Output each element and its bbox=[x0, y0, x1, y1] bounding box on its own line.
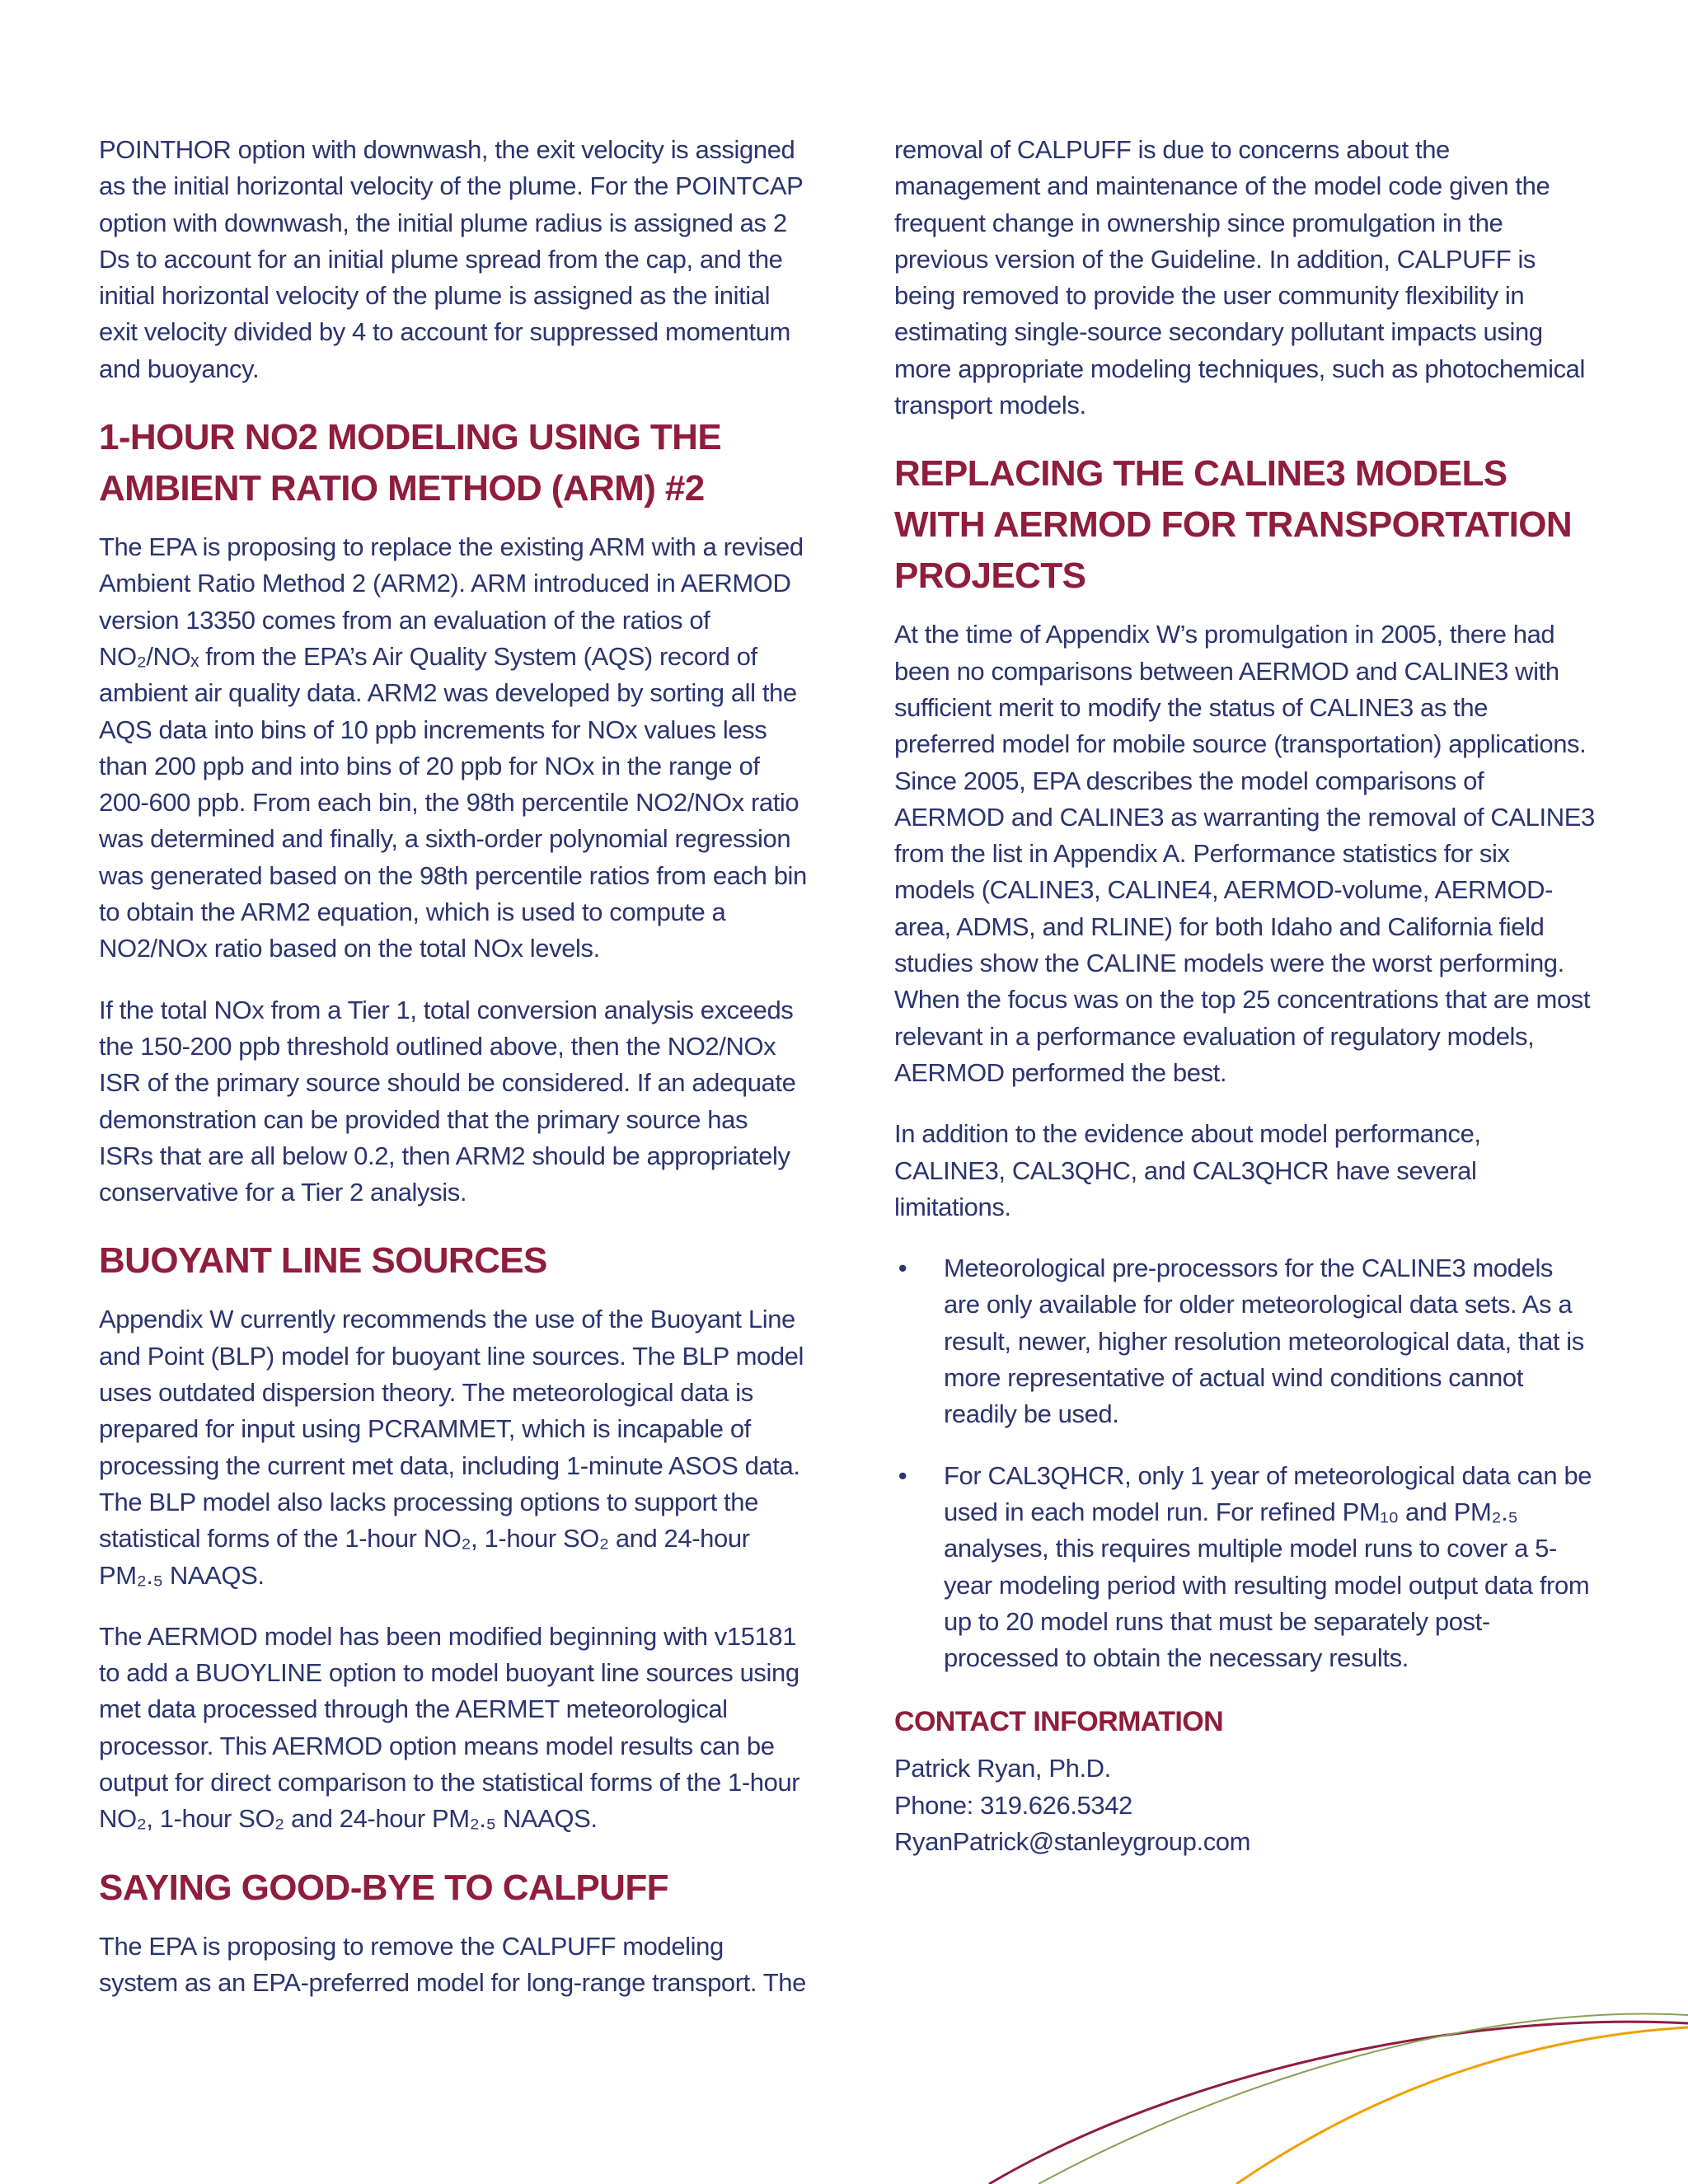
paragraph-buoyant-2: The AERMOD model has been modified beginning with v15181 to add a BUOYLINE option to model buoyant line sources using met data processed through the AERMET meteorological processor. This AERMOD option means model results can be output for direct comparison to the statistical forms of the 1-hour NO₂, 1-hour SO₂ and 24-hour PM₂.₅ NAAQS. bbox=[99, 1621, 800, 1834]
list-item-text: For CAL3QHCR, only 1 year of meteorological data can be used in each model run. For refined PM₁₀ and PM₂.₅ analyses, this requires multiple model runs to cover a 5-year modeling period with resulting model output data from up to 20 model runs that must be separately post-processed to obtain the necessary results. bbox=[944, 1460, 1592, 1673]
paragraph-caline-2: In addition to the evidence about model performance, CALINE3, CAL3QHC, and CAL3QHCR have several limitations. bbox=[894, 1119, 1481, 1221]
heading-caline: REPLACING THE CALINE3 MODELS WITH AERMOD FOR TRANSPORTATION PROJECTS bbox=[894, 453, 1572, 597]
paragraph-buoyant-1: Appendix W currently recommends the use of the Buoyant Line and Point (BLP) model for buoyant line sources. The BLP model uses outdated dispersion theory. The meteorological data is prepared for input using PCRAMMET, which is incapable of processing the current met data, including 1-minute ASOS data. The BLP model also lacks processing options to support the statistical forms of the 1-hour NO₂, 1-hour SO₂ and 24-hour PM₂.₅ NAAQS. bbox=[99, 1305, 804, 1590]
arc-orange bbox=[1236, 2027, 1688, 2184]
contact-email[interactable]: RyanPatrick@stanleygroup.com bbox=[894, 1826, 1251, 1856]
paragraph-pointhor: POINTHOR option with downwash, the exit velocity is assigned as the initial horizontal velocity of the plume. For the POINTCAP option with downwash, the initial plume radius is assigned as 2 Ds to account for an initial plume spread from the cap, and the initial horizontal velocity of the plume is assigned as the initial exit velocity divided by 4 to account for suppressed momentum and buoyancy. bbox=[99, 135, 803, 383]
paragraph-calpuff: The EPA is proposing to remove the CALPUFF modeling system as an EPA-preferred model for long-range transport. The bbox=[99, 1931, 806, 1997]
bullet-icon: • bbox=[898, 1254, 907, 1283]
heading-calpuff: SAYING GOOD-BYE TO CALPUFF bbox=[99, 1867, 668, 1908]
bullet-icon: • bbox=[898, 1460, 907, 1490]
paragraph-caline-1: At the time of Appendix W’s promulgation in 2005, there had been no comparisons between AERMOD and CALINE3 with sufficient merit to modify the status of CALINE3 as the preferred model for mobile source (transportation) applications. Since 2005, EPA describes the model comparisons of AERMOD and CALINE3 as warranting the removal of CALINE3 from the list in Appendix A. Performance statistics for six models (CALINE3, CALINE4, AERMOD-volume, AERMOD-area, ADMS, and RLINE) for both Idaho and California field studies show the CALINE models were the worst performing. When the focus was on the top 25 concentrations that are most relevant in a performance evaluation of regulatory models, AERMOD performed the best. bbox=[894, 620, 1595, 1087]
contact-phone: Phone: 319.626.5342 bbox=[894, 1790, 1132, 1820]
contact-name: Patrick Ryan, Ph.D. bbox=[894, 1754, 1111, 1783]
paragraph-calpuff-continued: removal of CALPUFF is due to concerns about the management and maintenance of the model code given the frequent change in ownership since promulgation in the previous version of the Guideline. In addition, CALPUFF is being removed to provide the user community flexibility in estimating single-source secondary pollutant impacts using more appropriate modeling techniques, such as photochemical transport models. bbox=[894, 135, 1586, 420]
heading-arm: 1-HOUR NO2 MODELING USING THE AMBIENT RATIO METHOD (ARM) #2 bbox=[99, 417, 722, 509]
list-item-text: Meteorological pre-processors for the CALINE3 models are only available for older meteorological data sets. As a result, newer, higher resolution meteorological data, that is more representative of actual wind conditions cannot readily be used. bbox=[944, 1254, 1584, 1429]
paragraph-arm-1: The EPA is proposing to replace the existing ARM with a revised Ambient Ratio Method 2 (ARM2). ARM introduced in AERMOD version 13350 comes from an evaluation of the ratios of NO₂/NOₓ from the EPA’s Air Quality System (AQS) record of ambient air quality data. ARM2 was developed by sorting all the AQS data into bins of 10 ppb increments for NOx values less than 200 ppb and into bins of 20 ppb for NOx in the range of 200-600 ppb. From each bin, the 98th percentile NO2/NOx ratio was determined and finally, a sixth-order polynomial regression was generated based on the 98th percentile ratios from each bin to obtain the ARM2 equation, which is used to compute a NO2/NOx ratio based on the total NOx levels. bbox=[99, 532, 807, 963]
paragraph-arm-2: If the total NOx from a Tier 1, total conversion analysis exceeds the 150-200 ppb threshold outlined above, then the NO2/NOx ISR of the primary source should be considered. If an adequate demonstration can be provided that the primary source has ISRs that are all below 0.2, then ARM2 should be appropriately conservative for a Tier 2 analysis. bbox=[99, 995, 796, 1207]
arc-maroon bbox=[989, 2022, 1688, 2184]
heading-contact: CONTACT INFORMATION bbox=[894, 1706, 1224, 1738]
heading-buoyant: BUOYANT LINE SOURCES bbox=[99, 1240, 547, 1282]
